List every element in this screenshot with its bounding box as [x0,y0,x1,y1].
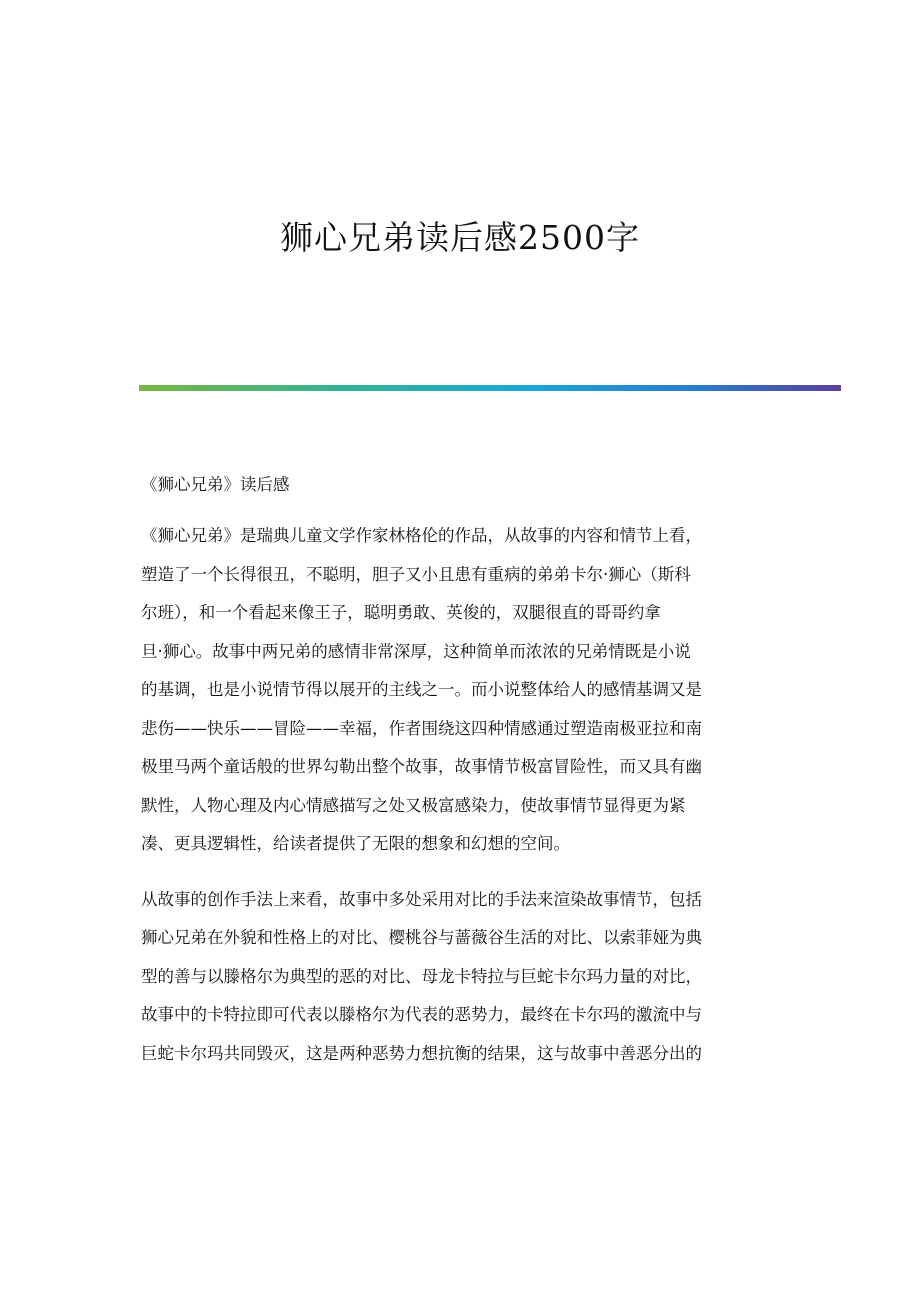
paragraph-1 [141,517,773,864]
text-line: 旦·狮心。故事中两兄弟的感情非常深厚，这种简单而浓浓的兄弟情既是小说 [141,641,691,661]
text-line: 凑、更具逻辑性，给读者提供了无限的想象和幻想的空间。 [141,834,570,853]
text-line: 狮心兄弟在外貌和性格上的对比、樱桃谷与蔷薇谷生活的对比、以索菲娅为典 [141,928,702,947]
text-line: 《狮心兄弟》是瑞典儿童文学作家林格伦的作品，从故事的内容和情节上看， [141,526,702,545]
text-line: 从故事的创作手法上来看，故事中多处采用对比的手法来渲染故事情节，包括 [141,889,702,909]
document-body [141,470,773,1090]
text-line: 默性，人物心理及内心情感描写之处又极富感染力，使故事情节显得更为紧 [141,795,686,815]
gradient-divider [139,385,841,391]
text-line: 巨蛇卡尔玛共同毁灭，这是两种恶势力想抗衡的结果，这与故事中善恶分出的 [141,1043,702,1063]
text-line: 型的善与以滕格尔为典型的恶的对比、母龙卡特拉与巨蛇卡尔玛力量的对比， [141,966,702,986]
text-line: 塑造了一个长得很丑，不聪明，胆子又小且患有重病的弟弟卡尔·狮心（斯科 [141,564,691,584]
text-line: 的基调，也是小说情节得以展开的主线之一。而小说整体给人的感情基调又是 [141,680,702,699]
text-line: 尔班），和一个看起来像王子，聪明勇敢、英俊的，双腿很直的哥哥约拿 [141,603,661,622]
text-line: 极里马两个童话般的世界勾勒出整个故事，故事情节极富冒险性，而又具有幽 [141,757,702,776]
section-heading: 《狮心兄弟》读后感 [141,475,290,494]
text-line: 故事中的卡特拉即可代表以滕格尔为代表的恶势力，最终在卡尔玛的激流中与 [141,1005,702,1024]
text-line: 悲伤——快乐——冒险——幸福，作者围绕这四种情感通过塑造南极亚拉和南 [141,718,702,738]
paragraph-2 [141,881,773,1074]
document-title: 狮心兄弟读后感2500字 [280,218,640,257]
